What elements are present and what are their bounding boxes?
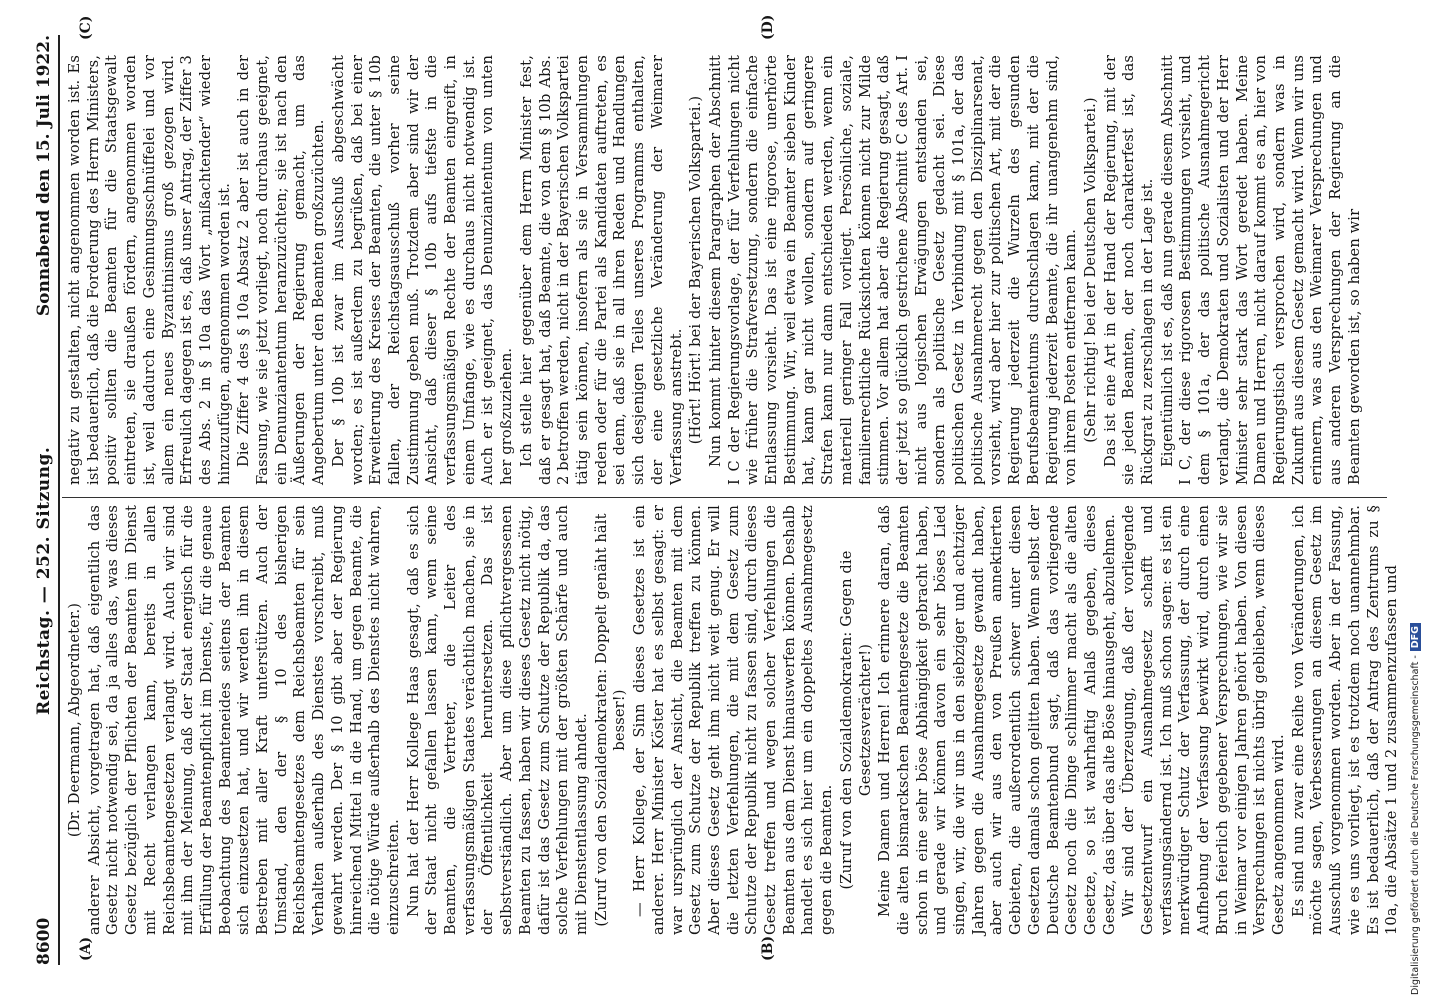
paragraph: negativ zu gestalten, nicht angenommen worden ist. Es ist bedauerlich, daß die Forderung des Herrn Ministers, positiv sollten die Beamten für die Staatsgewalt eintreten, sie draußen fördern, angenommen worden ist, weil dadurch eine Gesinnungsschnüffelei und vor allem ein neues Byzantinismus groß gezogen wird. Erfreulich dagegen ist es, daß unser Antrag, der Ziffer 3 des Abs. 2 in § 10a das Wort „mißachtender“ wieder hinzuzufügen, angenommen worden ist. <box>66 55 233 485</box>
paragraph: Eigentümlich ist es, daß nun gerade diesem Abschnitt I C, der diese rigorosen Bestimmungen vorsieht, und dem § 101a, der das politische Ausnahmegericht verlangt, die Demokraten und Sozialisten und der Herr Minister sehr stark das Wort geredet haben. Meine Damen und Herren, nicht darauf kommt es an, hier von Regierungstisch versprochen wird, sondern was in Zukunft aus diesem Gesetz gemacht wird. Wenn wir uns erinnern, was aus den Weimarer Versprechungen und aus anderen Versprechungen der Regierung an die Beamten geworden ist, so haben wir <box>1158 55 1363 485</box>
paragraph: Wir sind der Überzeugung, daß der vorliegende Gesetzentwurf ein Ausnahmegesetz schafft und verfassungsändernd ist. Ich muß schon sagen: es ist ein merkwürdiger Schutz der Verfassung, der durch eine Aufhebung der Verfassung bewirkt wird, durch einen Bruch feierlich gegebener Versprechungen, wie wir sie in Weimar vor einigen Jahren gehört haben. Von diesen Versprechungen ist nichts übrig geblieben, wenn dieses Gesetz angenommen wird. <box>1120 505 1287 935</box>
paragraph: Nun hat der Herr Kollege Haas gesagt, daß es sich der Staat nicht gefallen lassen kann, wenn seine Beamten, die Vertreter, die Leiter des verfassungsmäßigen Staates verächtlich machen, sie in der Öffentlichkeit heruntersetzen. Das ist selbstverständlich. Aber um diese pflichtvergessenen Beamten zu fassen, haben wir dieses Gesetz nicht nötig, dafür ist das Gesetz zum Schutze der Republik da, das solche Verfehlungen mit der größten Schärfe und auch mit Dienstentlassung ahndet. <box>404 505 590 935</box>
speaker-tag: (Dr. Deermann, Abgeordneter.) <box>66 602 83 838</box>
paragraph: — Herr Kollege, der Sinn dieses Gesetzes ist ein anderer. Herr Minister Köster hat es selbst gesagt: er war ursprünglich der Ansicht, die Beamten mit dem Gesetz zum Schutze der Republik treffen zu können. Aber dieses Gesetz geht ihm nicht weit genug. Er will die letzten Verfehlungen, die mit dem Gesetz zum Schutze der Republik nicht zu fassen sind, durch dieses Gesetz treffen und wegen solcher Verfehlungen die Beamten aus dem Dienst hinauswerfen können. Deshalb handelt es sich hier um ein doppeltes Ausnahmegesetz gegen die Beamten. <box>631 505 836 935</box>
paragraph: anderer Absicht, vorgetragen hat, daß eigentlich das Gesetz nicht notwendig sei, da ja alles das, was dieses Gesetz bezüglich der Pflichten der Beamten im Dienst mit Recht verlangen kann, bereits in allen Reichsbeamtengesetzen verlangt wird. Auch wir sind mit ihm der Meinung, daß der Staat energisch für die Erfüllung der Beamtenpflicht im Dienste, für die genaue Beobachtung des Beamteneides seitens der Beamten sich einzusetzen hat, und wir werden ihn in diesem Bestreben mit aller Kraft unterstützen. Auch der Umstand, den der § 10 des bisherigen Reichsbeamtengesetzes dem Reichsbeamten für sein Verhalten außerhalb des Dienstes vorschreibt, muß gewahrt werden. Der § 10 gibt aber der Regierung hinreichend Mittel in die Hand, um gegen Beamte, die die nötige Würde außerhalb des Dienstes nicht wahren, einzuschreiten. <box>85 505 402 935</box>
page-number: 8600 <box>34 917 54 965</box>
interjection: (Zuruf von den Sozialdemokraten: Gegen die Gesetzesverächter!) <box>837 550 874 890</box>
paragraph: Meine Damen und Herren! Ich erinnere daran, daß die alten bismarckschen Beamtengesetze die Beamten schon in eine sehr böse Abhängigkeit gebracht haben, und gerade wir können davon ein sehr böses Lied singen, wir, die wir uns in den siebziger und achtziger Jahren gegen die Ausnahmegesetze gewandt haben, aber auch wir aus den von Preußen annektierten Gebieten, die außerordentlich schwer unter diesen Gesetzen damals schon gelitten haben. Wenn selbst der Deutsche Beamtenbund sagt, daß das vorliegende Gesetz noch die Dinge schlimmer macht als die alten Gesetze, so ist wahrhaftig Anlaß gegeben, dieses Gesetz, das über das alte Böse hinausgeht, abzulehnen. <box>876 505 1118 935</box>
column-divider <box>62 497 1387 498</box>
interjection: (Hört! Hört! bei der Bayerischen Volkspartei.) <box>687 95 705 445</box>
paragraph: Die Ziffer 4 des § 10a Absatz 2 aber ist auch in der Fassung, wie sie jetzt vorliegt, noch durchaus geeignet, ein Denunziantentum heranzuzüchten; sie ist nach den Äußerungen der Regierung gemacht, um das Angebertum unter den Beamten großzuzüchten. <box>235 55 328 485</box>
interjection: (Sehr richtig! bei der Deutschen Volkspartei.) <box>1081 97 1099 443</box>
session-title: Reichstag. — 252. Sitzung. <box>34 446 54 715</box>
digitization-credit <box>1410 623 1421 995</box>
paragraph: Nun kommt hinter diesem Paragraphen der Abschnitt I C der Regierungsvorlage, der für Verfehlungen nicht wie früher die Strafversetzung, sondern die einfache Entlassung vorsieht. Das ist eine rigorose, unerhörte Bestimmung. Wir, weil etwa ein Beamter sieben Kinder hat, kann gar nicht wollen, sondern auf geringere Strafen kann nur dann entschieden werden, wenn ein materiell geringer Fall vorliegt. Persönliche, soziale, familienrechtliche Rücksichten können nicht zur Milde stimmen. Vor allem hat aber die Regierung gesagt, daß der jetzt so glücklich gestrichene Abschnitt C des Art. I nicht aus logischen Erwägungen entstanden sei, sondern als politische Gesetz gedacht sei. Diese politischen Gesetz in Verbindung mit § 101a, der das politische Ausnahmerecht gegen den Disziplinarsenat, vorsieht, wird aber hier zur politischen Art, mit der die Regierung jederzeit die Wurzeln des gesunden Berufsbeamtentums durchschlagen kann, mit der die Regierung jederzeit Beamte, die ihr unangenehm sind, von ihrem Posten entfernen kann. <box>706 55 1080 485</box>
dfg-logo: DFG <box>1410 623 1421 651</box>
paragraph: Das ist eine Art in der Hand der Regierung, mit der sie jeden Beamten, der noch charakterfest ist, das Rückgrat zu zerschlagen in der Lage ist. <box>1101 55 1157 485</box>
margin-mark-a: (A) <box>78 936 94 961</box>
left-column <box>66 505 1401 935</box>
margin-mark-c: (C) <box>78 15 94 40</box>
right-column <box>66 55 1386 485</box>
margin-mark-b: (B) <box>760 935 776 961</box>
session-date: Sonnabend den 15. Juli 1922. <box>34 35 54 317</box>
paragraph: Es sind nun zwar eine Reihe von Veränderungen, ich möchte sagen, Verbesserungen an diesem Gesetz im Ausschuß vorgenommen worden. Aber in der Fassung, wie es uns vorliegt, ist es trotzdem noch unannehmbar. Es ist bedauerlich, daß der Antrag des Zentrums zu § 10a, die Absätze 1 und 2 zusammenzufassen und <box>1289 505 1401 935</box>
margin-mark-d: (D) <box>760 14 776 40</box>
paragraph: Ich stelle hier gegenüber dem Herrn Minister fest, daß er gesagt hat, daß Beamte, die von dem § 10b Abs. 2 betroffen werden, nicht in der Bayerischen Volkspartei tätig sein können, insofern als sie in Versammlungen reden oder für die Partei als Kandidaten auftreten, es sei denn, daß sie in all ihren Reden und Handlungen sich desjenigen Teiles unseres Programms enthalten, der eine gesetzliche Veränderung der Weimarer Verfassung anstrebt. <box>517 55 685 485</box>
credit-text: Digitalisierung gefördert durch die Deutsche Forschungsgemeinschaft - <box>1410 655 1421 995</box>
interjection: (Zuruf von den Sozialdemokraten: Doppelt genäht hält besser!) <box>592 513 629 927</box>
paragraph: Der § 10b ist zwar im Ausschuß abgeschwächt worden; es ist außerdem zu begrüßen, daß bei einer Erweiterung des Kreises der Beamten, die unter § 10b fallen, der Reichstagsausschuß vorher seine Zustimmung geben muß. Trotzdem aber sind wir der Ansicht, daß dieser § 10b aufs tiefste in die verfassungsmäßigen Rechte der Beamten eingreift, in einem Umfange, wie es durchaus nicht notwendig ist. Auch er ist geeignet, das Denunziantentum von unten her großzuziehen. <box>329 55 516 485</box>
page-header <box>32 35 60 965</box>
scanned-page <box>20 5 1400 995</box>
